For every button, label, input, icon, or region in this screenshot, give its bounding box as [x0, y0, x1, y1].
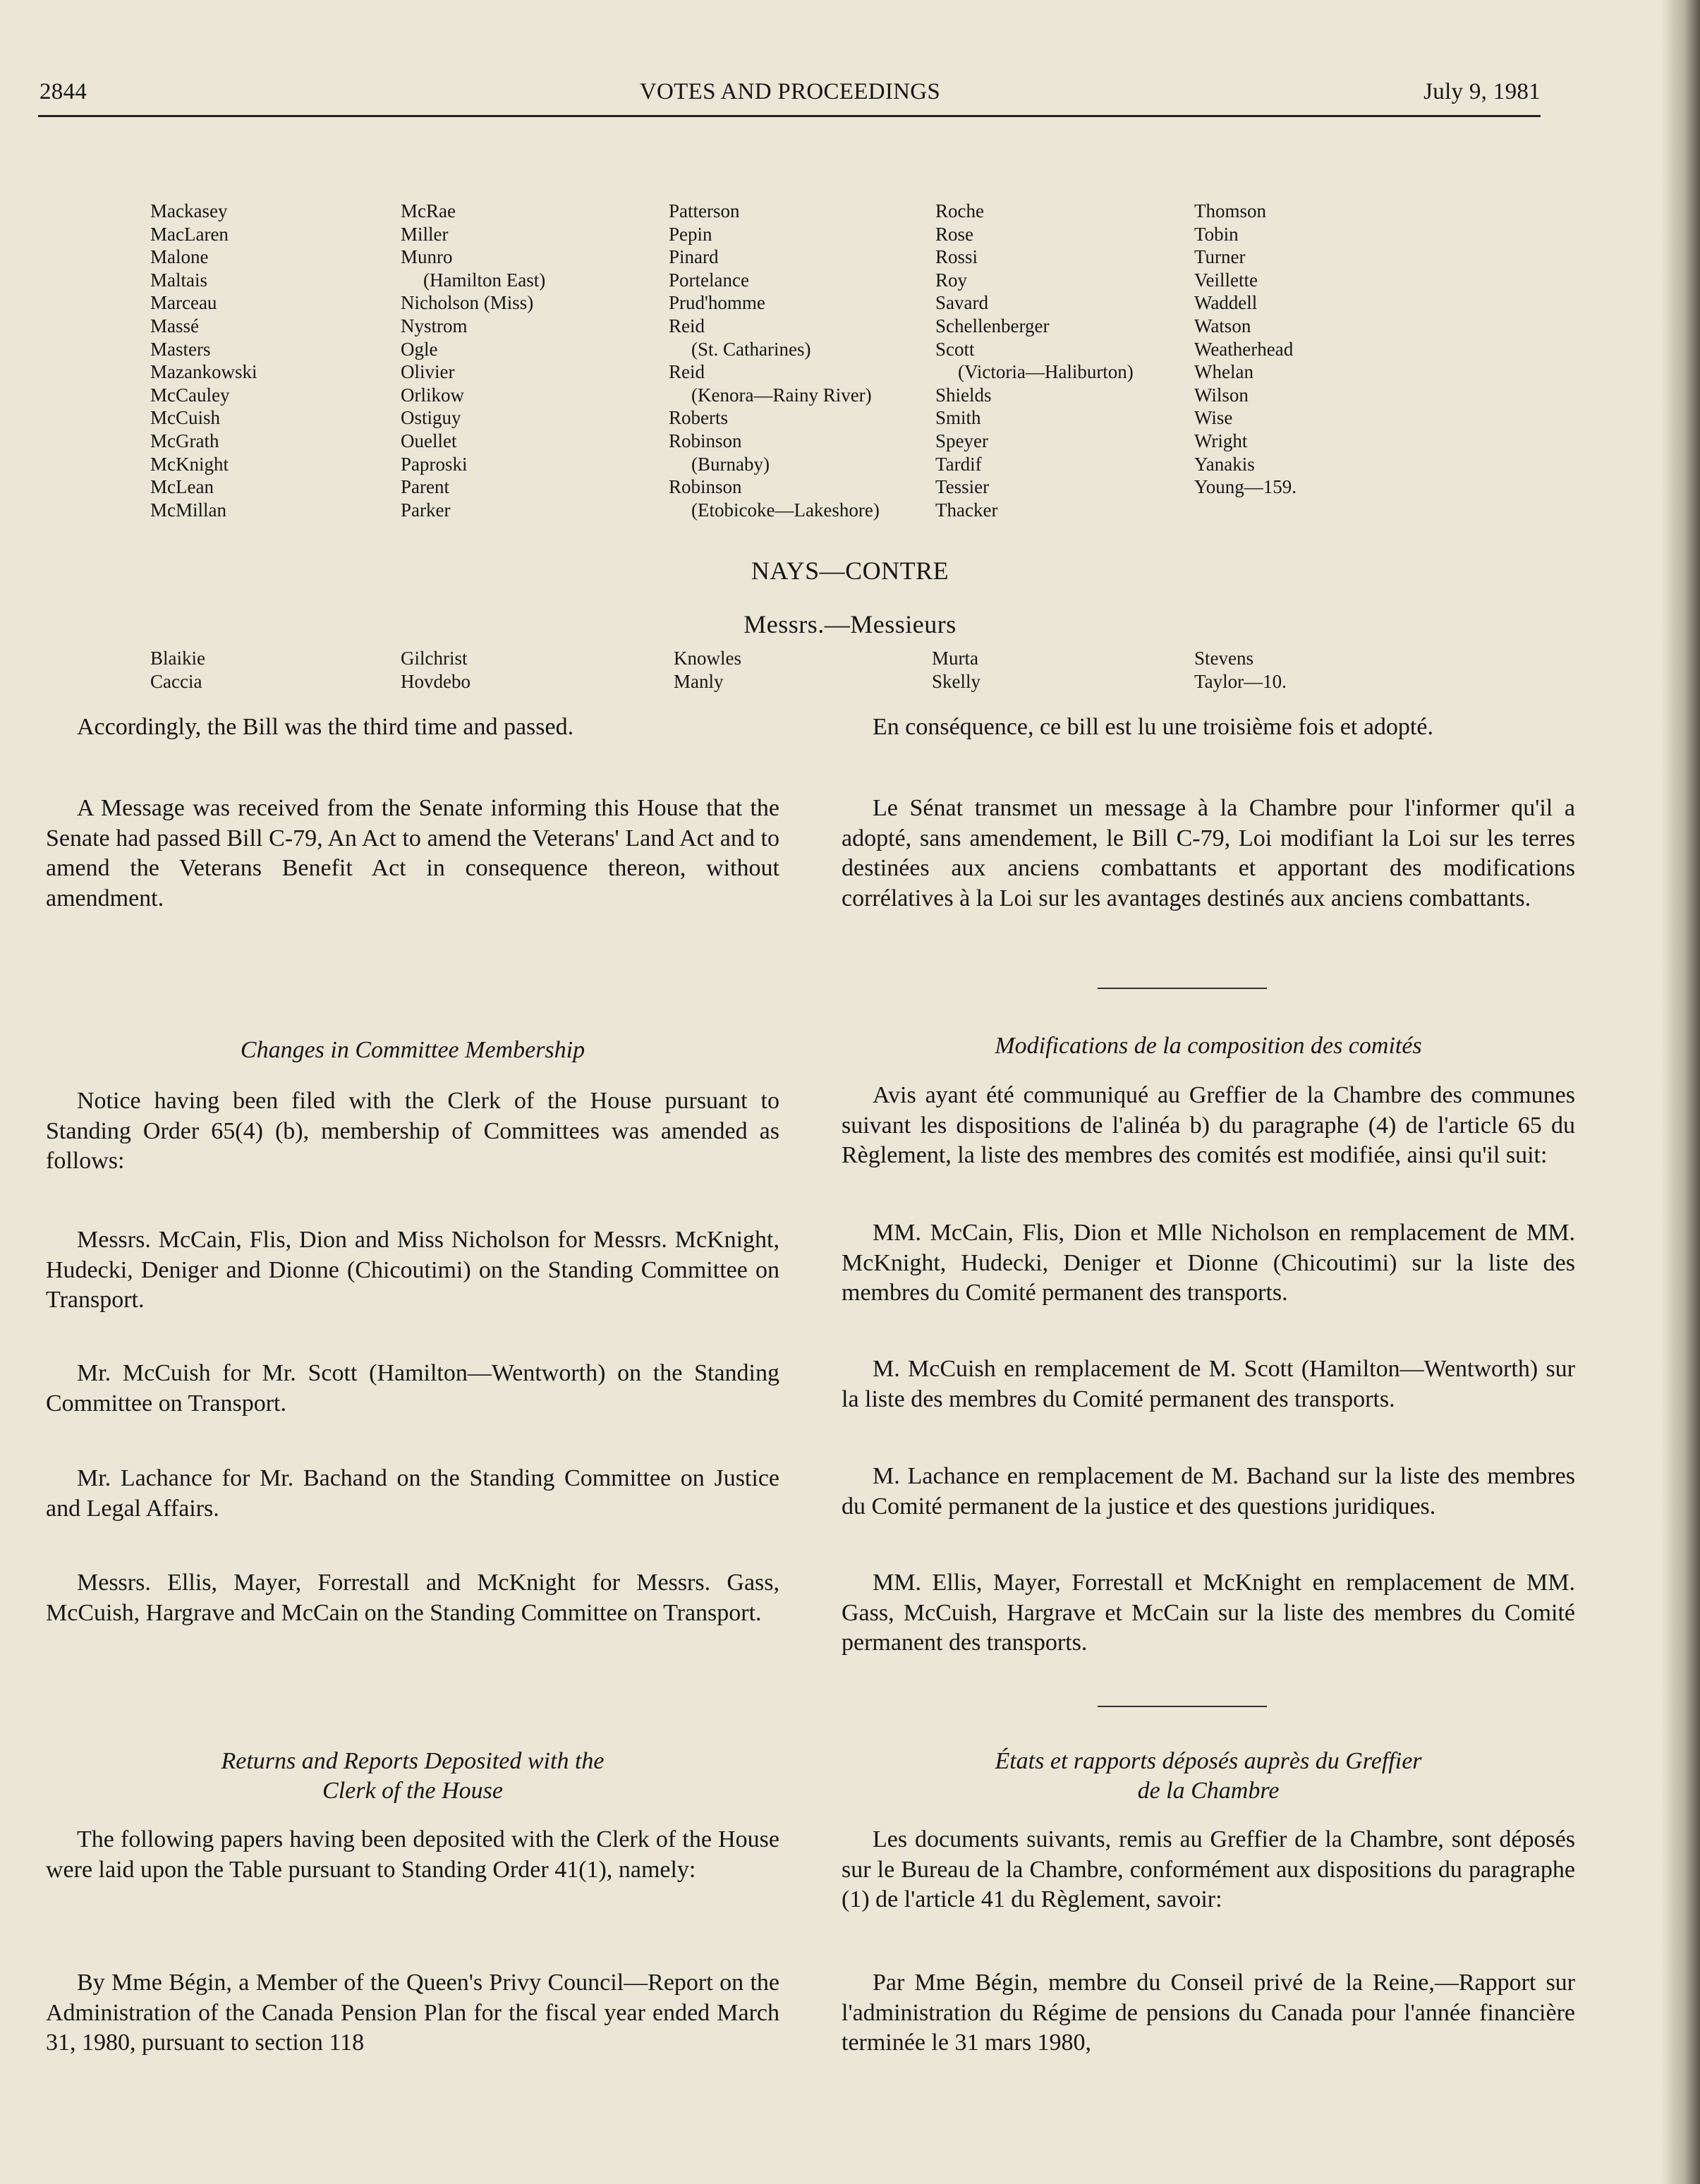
paragraph: En conséquence, ce bill est lu une troisième fois et adopté. [873, 714, 1433, 740]
member-name: Patterson [669, 200, 740, 222]
binding-shadow [1660, 0, 1700, 2184]
en-committee-intro [46, 1086, 779, 1177]
member-name: Tardif [935, 453, 982, 475]
member-name: Parent [401, 476, 449, 498]
member-name: McKnight [150, 453, 229, 475]
heading-line: Returns and Reports Deposited with the [221, 1748, 605, 1774]
member-name: Watson [1194, 315, 1251, 336]
en-bill-passed [46, 712, 779, 743]
member-name: Taylor—10. [1194, 671, 1287, 692]
member-name: Prud'homme [669, 292, 765, 314]
member-name: Wright [1194, 430, 1248, 451]
yeas-column-5 [1194, 200, 1297, 499]
member-name: Roberts [669, 407, 728, 429]
running-header [40, 79, 1541, 116]
fr-committee-change-1 [842, 1218, 1575, 1309]
member-name: Olivier [401, 361, 455, 383]
fr-committee-change-3 [842, 1462, 1575, 1522]
en-committee-change-4 [46, 1568, 779, 1628]
member-name: McCuish [150, 407, 221, 429]
yeas-column-4 [935, 200, 1134, 521]
nays-column-1 [150, 647, 205, 693]
page-date: July 9, 1981 [1423, 79, 1541, 104]
member-riding: (Hamilton East) [423, 269, 546, 291]
en-returns-intro [46, 1825, 779, 1885]
paragraph: Accordingly, the Bill was the third time and passed. [77, 714, 574, 740]
member-name: Roy [935, 269, 968, 291]
member-name: Thomson [1194, 200, 1267, 222]
member-name: Ouellet [401, 430, 457, 451]
paragraph: MM. Ellis, Mayer, Forrestall et McKnight en remplacement de MM. Gass, McCuish, Hargrave et McCain sur la liste des membres du Comité permanent des transports. [842, 1570, 1575, 1656]
nays-column-3 [674, 647, 741, 693]
member-name: Yanakis [1194, 453, 1255, 475]
paragraph: M. Lachance en remplacement de M. Bachand sur la liste des membres du Comité permanent de la justice et des questions juridiques. [842, 1463, 1575, 1519]
en-returns-heading [46, 1747, 779, 1806]
member-name: Nystrom [401, 315, 468, 336]
member-name: Miller [401, 223, 449, 245]
yeas-column-1 [150, 200, 257, 521]
paragraph: By Mme Bégin, a Member of the Queen's Privy Council—Report on the Administration of the Canada Pension Plan for the fiscal year ended March 31, 1980, pursuant to section 118 [46, 1970, 779, 2056]
member-riding: (Kenora—Rainy River) [691, 384, 872, 406]
member-name: MacLaren [150, 223, 229, 245]
fr-senate-message [842, 794, 1575, 914]
paragraph: The following papers having been deposited with the Clerk of the House were laid upon the Table pursuant to Standing Order 41(1), namely: [46, 1826, 779, 1883]
fr-committee-intro [842, 1081, 1575, 1171]
fr-returns-item-1 [842, 1968, 1575, 2058]
member-name: Tessier [935, 476, 990, 498]
page-number: 2844 [40, 79, 87, 104]
en-committee-change-1 [46, 1225, 779, 1316]
member-name: Marceau [150, 292, 217, 314]
member-name: Stevens [1194, 648, 1253, 669]
member-name: Schellenberger [935, 315, 1050, 336]
en-senate-message [46, 794, 779, 914]
en-committee-heading: Changes in Committee Membership [240, 1037, 585, 1063]
paragraph: A Message was received from the Senate informing this House that the Senate had passed Bill C-79, An Act to amend the Veterans' Land Act and to amend the Veterans Benefit Act in consequence thereon, without amendment. [46, 795, 779, 911]
member-name: Reid [669, 315, 705, 336]
en-committee-change-3 [46, 1464, 779, 1524]
member-name: Ogle [401, 338, 438, 360]
fr-bill-passed [842, 712, 1575, 743]
yeas-column-2 [401, 200, 545, 521]
member-name: Manly [674, 671, 724, 692]
member-name: Blaikie [150, 648, 205, 669]
member-name: McCauley [150, 384, 230, 406]
member-name: Tobin [1194, 223, 1239, 245]
member-riding: (Burnaby) [691, 453, 770, 475]
member-name: Pepin [669, 223, 712, 245]
member-name: Munro [401, 246, 453, 268]
member-name: McGrath [150, 430, 219, 451]
member-name: Whelan [1194, 361, 1253, 383]
member-name: Maltais [150, 269, 207, 291]
paragraph: Messrs. McCain, Flis, Dion and Miss Nicholson for Messrs. McKnight, Hudecki, Deniger and Dionne (Chicoutimi) on the Standing Committee on Transport. [46, 1227, 779, 1313]
fr-committee-change-4 [842, 1568, 1575, 1658]
member-name: Smith [935, 407, 981, 429]
nays-column-5 [1194, 647, 1287, 693]
member-name: McRae [401, 200, 456, 222]
member-name: Roche [935, 200, 984, 222]
member-riding: (Etobicoke—Lakeshore) [691, 499, 880, 521]
paragraph: M. McCuish en remplacement de M. Scott (Hamilton—Wentworth) sur la liste des membres du Comité permanent des transports. [842, 1356, 1575, 1412]
paragraph: Mr. McCuish for Mr. Scott (Hamilton—Wentworth) on the Standing Committee on Transport. [46, 1360, 779, 1416]
member-name: Wilson [1194, 384, 1249, 406]
member-riding: (St. Catharines) [691, 338, 811, 360]
member-name: Veillette [1194, 269, 1258, 291]
heading-line: de la Chambre [1137, 1778, 1280, 1804]
member-name: Portelance [669, 269, 749, 291]
member-name: Young—159. [1194, 476, 1297, 498]
member-name: Rossi [935, 246, 978, 268]
paragraph: Par Mme Bégin, membre du Conseil privé de la Reine,—Rapport sur l'administration du Régime de pensions du Canada pour l'année financière terminée le 31 mars 1980, [842, 1970, 1575, 2056]
member-name: Parker [401, 499, 451, 521]
member-name: Robinson [669, 476, 742, 498]
member-name: Scott [935, 338, 975, 360]
paragraph: MM. McCain, Flis, Dion et Mlle Nicholson en remplacement de MM. McKnight, Hudecki, Deniger et Dionne (Chicoutimi) sur la liste des membres du Comité permanent des transports. [842, 1220, 1575, 1306]
member-name: Mackasey [150, 200, 228, 222]
nays-subheading: Messrs.—Messieurs [743, 610, 957, 638]
member-name: Thacker [935, 499, 998, 521]
paragraph: Notice having been filed with the Clerk of the House pursuant to Standing Order 65(4) (b), membership of Committees was amended as follows: [46, 1088, 779, 1174]
member-name: Hovdebo [401, 671, 470, 692]
page-title: VOTES AND PROCEEDINGS [639, 79, 941, 104]
member-name: McLean [150, 476, 214, 498]
member-name: Skelly [932, 671, 981, 692]
member-name: Massé [150, 315, 199, 336]
member-name: Paproski [401, 453, 468, 475]
member-name: McMillan [150, 499, 226, 521]
member-name: Murta [932, 648, 978, 669]
fr-returns-intro [842, 1825, 1575, 1915]
en-committee-change-2 [46, 1359, 779, 1419]
member-name: Mazankowski [150, 361, 257, 383]
member-name: Gilchrist [401, 648, 468, 669]
nays-column-4 [932, 647, 980, 693]
member-name: Wise [1194, 407, 1233, 429]
member-name: Caccia [150, 671, 202, 692]
member-name: Pinard [669, 246, 719, 268]
section-divider [1098, 988, 1267, 989]
paragraph: Messrs. Ellis, Mayer, Forrestall and McKnight for Messrs. Gass, McCuish, Hargrave and McCain on the Standing Committee on Transport. [46, 1570, 779, 1626]
member-riding: (Victoria—Haliburton) [958, 361, 1134, 383]
nays-column-2 [401, 647, 470, 693]
member-name: Rose [935, 223, 973, 245]
fr-returns-heading [842, 1747, 1575, 1806]
member-name: Reid [669, 361, 705, 383]
nays-heading: NAYS—CONTRE [751, 557, 949, 585]
member-name: Weatherhead [1194, 338, 1294, 360]
member-name: Orlikow [401, 384, 464, 406]
header-rule [38, 115, 1541, 117]
fr-committee-change-2 [842, 1354, 1575, 1414]
member-name: Masters [150, 338, 211, 360]
member-name: Shields [935, 384, 992, 406]
member-name: Savard [935, 292, 988, 314]
member-name: Turner [1194, 246, 1246, 268]
member-name: Ostiguy [401, 407, 461, 429]
member-name: Speyer [935, 430, 988, 451]
heading-line: Clerk of the House [322, 1778, 503, 1804]
paragraph: Les documents suivants, remis au Greffier de la Chambre, sont déposés sur le Bureau de la Chambre, conformément aux dispositions du paragraphe (1) de l'article 41 du Règlement, savoir: [842, 1826, 1575, 1912]
paragraph: Le Sénat transmet un message à la Chambre pour l'informer qu'il a adopté, sans amendement, le Bill C-79, Loi modifiant la Loi sur les terres destinées aux anciens combattants et apportant des modifications corrélatives à la Loi sur les avantages destinés aux anciens combattants. [842, 795, 1575, 911]
heading-line: États et rapports déposés auprès du Greffier [995, 1748, 1422, 1774]
en-returns-item-1 [46, 1968, 779, 2058]
fr-committee-heading: Modifications de la composition des comités [995, 1033, 1422, 1059]
paragraph: Avis ayant été communiqué au Greffier de la Chambre des communes suivant les dispositions de l'alinéa b) du paragraphe (4) de l'article 65 du Règlement, la liste des membres des comités est modifiée, ainsi qu'il suit: [842, 1082, 1575, 1168]
yeas-column-3 [669, 200, 880, 521]
paragraph: Mr. Lachance for Mr. Bachand on the Standing Committee on Justice and Legal Affairs. [46, 1465, 779, 1522]
member-name: Robinson [669, 430, 742, 451]
member-name: Knowles [674, 648, 741, 669]
member-name: Nicholson (Miss) [401, 292, 534, 314]
member-name: Waddell [1194, 292, 1258, 314]
section-divider [1098, 1706, 1267, 1707]
member-name: Malone [150, 246, 209, 268]
